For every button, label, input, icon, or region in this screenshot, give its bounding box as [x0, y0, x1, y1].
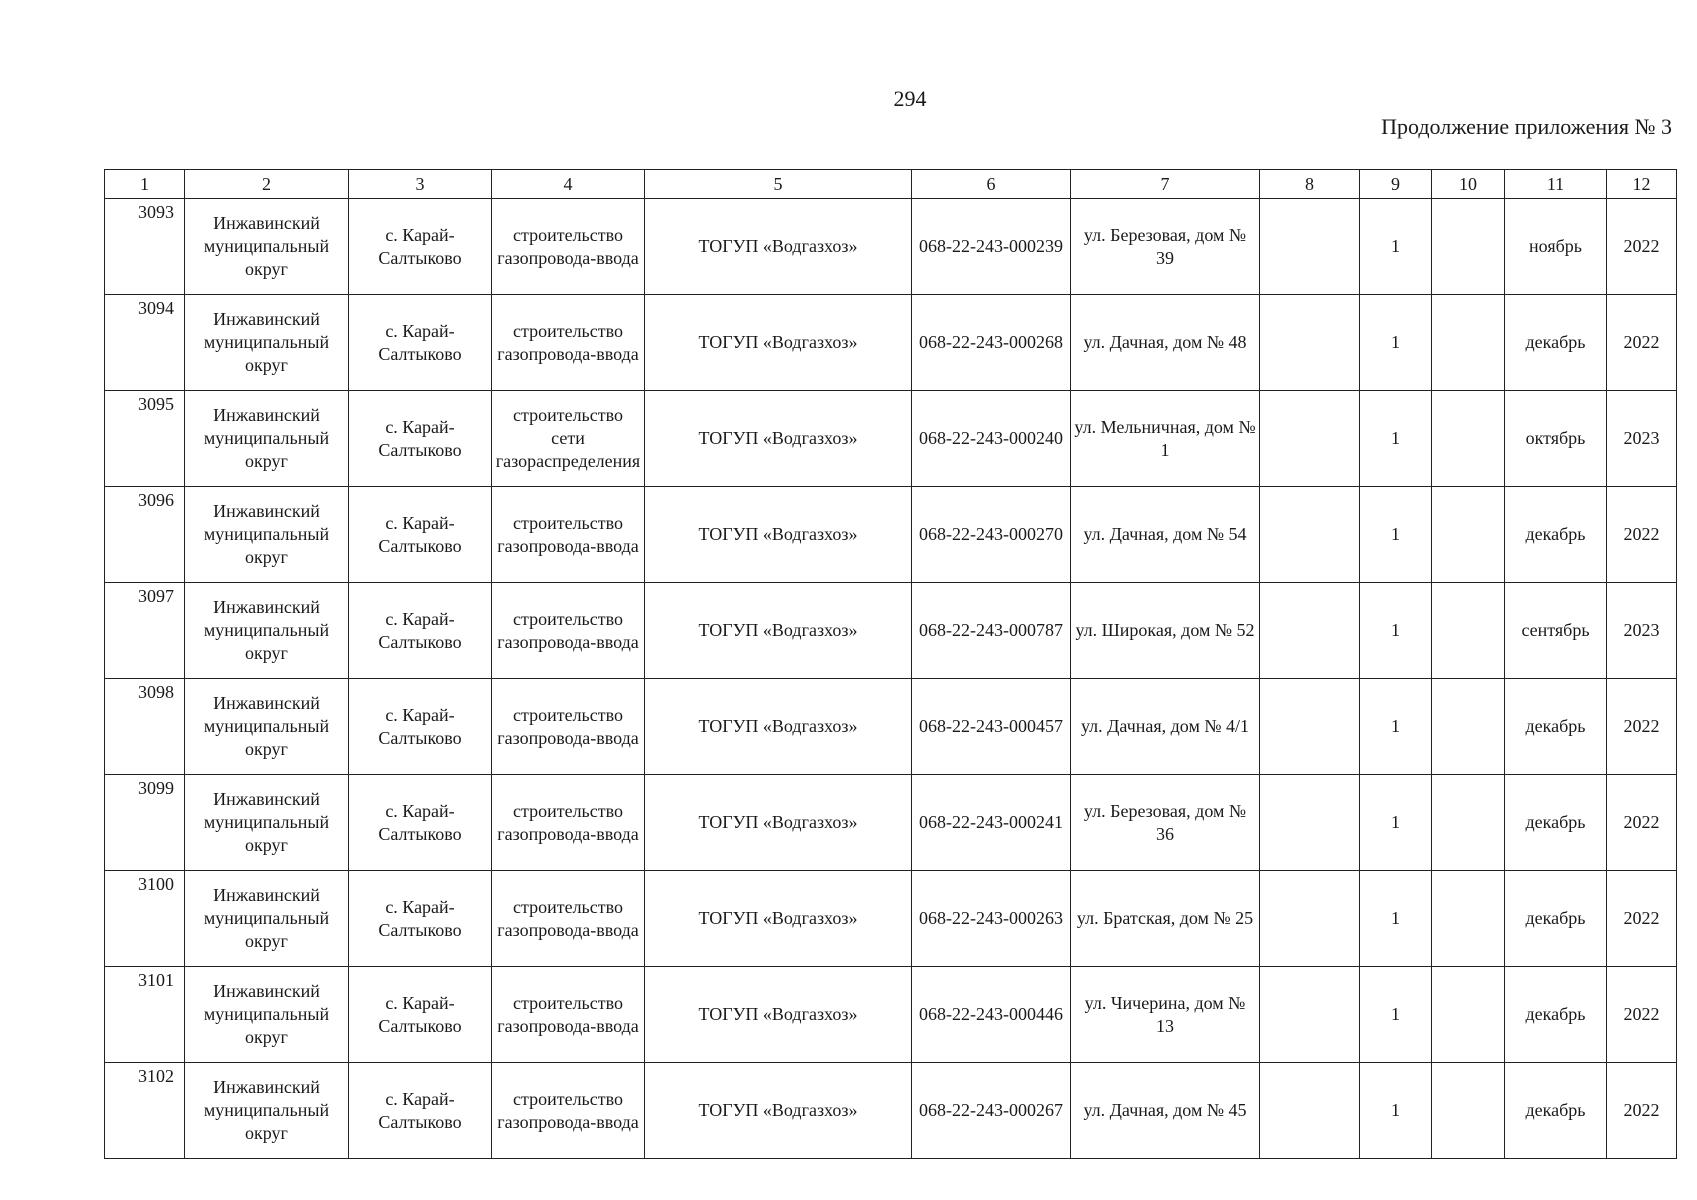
month-cell: декабрь [1505, 967, 1607, 1063]
settlement-cell: с. Карай-Салтыково [349, 967, 492, 1063]
organization-cell: ТОГУП «Водгазхоз» [645, 391, 912, 487]
district-cell: Инжавинский муниципальный округ [185, 775, 349, 871]
settlement-cell: с. Карай-Салтыково [349, 775, 492, 871]
table-row [105, 583, 1677, 679]
registry-number-cell: 068-22-243-000268 [912, 295, 1071, 391]
column-10-cell [1432, 967, 1505, 1063]
column-10-cell [1432, 1063, 1505, 1159]
settlement-cell: с. Карай-Салтыково [349, 391, 492, 487]
address-cell: ул. Дачная, дом № 48 [1071, 295, 1260, 391]
column-8-cell [1260, 1063, 1360, 1159]
column-10-cell [1432, 487, 1505, 583]
year-cell: 2022 [1607, 679, 1677, 775]
column-header: 12 [1607, 170, 1677, 199]
column-header: 6 [912, 170, 1071, 199]
column-8-cell [1260, 391, 1360, 487]
address-cell: ул. Дачная, дом № 45 [1071, 1063, 1260, 1159]
year-cell: 2023 [1607, 583, 1677, 679]
quantity-cell: 1 [1360, 487, 1432, 583]
organization-cell: ТОГУП «Водгазхоз» [645, 871, 912, 967]
table-row [105, 1063, 1677, 1159]
address-cell: ул. Дачная, дом № 4/1 [1071, 679, 1260, 775]
row-number: 3093 [105, 199, 185, 295]
organization-cell: ТОГУП «Водгазхоз» [645, 199, 912, 295]
table-row [105, 775, 1677, 871]
quantity-cell: 1 [1360, 871, 1432, 967]
organization-cell: ТОГУП «Водгазхоз» [645, 295, 912, 391]
quantity-cell: 1 [1360, 775, 1432, 871]
quantity-cell: 1 [1360, 199, 1432, 295]
district-cell: Инжавинский муниципальный округ [185, 295, 349, 391]
data-table [104, 169, 1677, 1159]
table-row [105, 391, 1677, 487]
work-type-cell: строительство газопровода-ввода [492, 487, 645, 583]
row-number: 3097 [105, 583, 185, 679]
work-type-cell: строительство газопровода-ввода [492, 775, 645, 871]
row-number: 3102 [105, 1063, 185, 1159]
registry-number-cell: 068-22-243-000270 [912, 487, 1071, 583]
column-10-cell [1432, 871, 1505, 967]
registry-number-cell: 068-22-243-000787 [912, 583, 1071, 679]
district-cell: Инжавинский муниципальный округ [185, 199, 349, 295]
continuation-heading: Продолжение приложения № 3 [1381, 114, 1672, 139]
column-header: 11 [1505, 170, 1607, 199]
month-cell: декабрь [1505, 775, 1607, 871]
registry-number-cell: 068-22-243-000267 [912, 1063, 1071, 1159]
column-header: 7 [1071, 170, 1260, 199]
year-cell: 2022 [1607, 199, 1677, 295]
column-8-cell [1260, 487, 1360, 583]
page-number: 294 [893, 86, 927, 111]
organization-cell: ТОГУП «Водгазхоз» [645, 775, 912, 871]
column-10-cell [1432, 391, 1505, 487]
address-cell: ул. Березовая, дом № 36 [1071, 775, 1260, 871]
row-number: 3094 [105, 295, 185, 391]
settlement-cell: с. Карай-Салтыково [349, 583, 492, 679]
column-header: 1 [105, 170, 185, 199]
registry-number-cell: 068-22-243-000263 [912, 871, 1071, 967]
year-cell: 2022 [1607, 487, 1677, 583]
work-type-cell: строительство газопровода-ввода [492, 967, 645, 1063]
column-header: 9 [1360, 170, 1432, 199]
quantity-cell: 1 [1360, 967, 1432, 1063]
column-header: 3 [349, 170, 492, 199]
table-row [105, 199, 1677, 295]
column-header: 5 [645, 170, 912, 199]
row-number: 3095 [105, 391, 185, 487]
year-cell: 2023 [1607, 391, 1677, 487]
organization-cell: ТОГУП «Водгазхоз» [645, 1063, 912, 1159]
month-cell: сентябрь [1505, 583, 1607, 679]
table-row [105, 679, 1677, 775]
year-cell: 2022 [1607, 1063, 1677, 1159]
settlement-cell: с. Карай-Салтыково [349, 871, 492, 967]
quantity-cell: 1 [1360, 583, 1432, 679]
column-8-cell [1260, 775, 1360, 871]
column-10-cell [1432, 679, 1505, 775]
district-cell: Инжавинский муниципальный округ [185, 967, 349, 1063]
organization-cell: ТОГУП «Водгазхоз» [645, 487, 912, 583]
row-number: 3099 [105, 775, 185, 871]
registry-number-cell: 068-22-243-000457 [912, 679, 1071, 775]
column-8-cell [1260, 199, 1360, 295]
year-cell: 2022 [1607, 775, 1677, 871]
work-type-cell: строительство газопровода-ввода [492, 583, 645, 679]
column-8-cell [1260, 967, 1360, 1063]
table-row [105, 487, 1677, 583]
column-header: 4 [492, 170, 645, 199]
quantity-cell: 1 [1360, 295, 1432, 391]
work-type-cell: строительство газопровода-ввода [492, 295, 645, 391]
district-cell: Инжавинский муниципальный округ [185, 391, 349, 487]
month-cell: декабрь [1505, 487, 1607, 583]
column-8-cell [1260, 871, 1360, 967]
month-cell: ноябрь [1505, 199, 1607, 295]
district-cell: Инжавинский муниципальный округ [185, 679, 349, 775]
column-8-cell [1260, 679, 1360, 775]
column-8-cell [1260, 295, 1360, 391]
column-8-cell [1260, 583, 1360, 679]
row-number: 3096 [105, 487, 185, 583]
month-cell: октябрь [1505, 391, 1607, 487]
district-cell: Инжавинский муниципальный округ [185, 583, 349, 679]
column-10-cell [1432, 199, 1505, 295]
registry-number-cell: 068-22-243-000239 [912, 199, 1071, 295]
district-cell: Инжавинский муниципальный округ [185, 871, 349, 967]
column-10-cell [1432, 295, 1505, 391]
column-10-cell [1432, 775, 1505, 871]
year-cell: 2022 [1607, 967, 1677, 1063]
address-cell: ул. Чичерина, дом № 13 [1071, 967, 1260, 1063]
column-header: 10 [1432, 170, 1505, 199]
year-cell: 2022 [1607, 295, 1677, 391]
work-type-cell: строительство сети газораспределения [492, 391, 645, 487]
organization-cell: ТОГУП «Водгазхоз» [645, 583, 912, 679]
organization-cell: ТОГУП «Водгазхоз» [645, 967, 912, 1063]
address-cell: ул. Мельничная, дом № 1 [1071, 391, 1260, 487]
address-cell: ул. Березовая, дом № 39 [1071, 199, 1260, 295]
address-cell: ул. Дачная, дом № 54 [1071, 487, 1260, 583]
year-cell: 2022 [1607, 871, 1677, 967]
row-number: 3101 [105, 967, 185, 1063]
district-cell: Инжавинский муниципальный округ [185, 487, 349, 583]
column-header: 2 [185, 170, 349, 199]
month-cell: декабрь [1505, 679, 1607, 775]
settlement-cell: с. Карай-Салтыково [349, 1063, 492, 1159]
work-type-cell: строительство газопровода-ввода [492, 679, 645, 775]
table-row [105, 295, 1677, 391]
settlement-cell: с. Карай-Салтыково [349, 487, 492, 583]
quantity-cell: 1 [1360, 679, 1432, 775]
work-type-cell: строительство газопровода-ввода [492, 871, 645, 967]
address-cell: ул. Широкая, дом № 52 [1071, 583, 1260, 679]
table-row [105, 967, 1677, 1063]
table-body [105, 170, 1677, 1159]
organization-cell: ТОГУП «Водгазхоз» [645, 679, 912, 775]
header-row [105, 170, 1677, 199]
settlement-cell: с. Карай-Салтыково [349, 199, 492, 295]
work-type-cell: строительство газопровода-ввода [492, 1063, 645, 1159]
registry-number-cell: 068-22-243-000241 [912, 775, 1071, 871]
column-10-cell [1432, 583, 1505, 679]
month-cell: декабрь [1505, 295, 1607, 391]
settlement-cell: с. Карай-Салтыково [349, 295, 492, 391]
row-number: 3098 [105, 679, 185, 775]
registry-number-cell: 068-22-243-000446 [912, 967, 1071, 1063]
registry-number-cell: 068-22-243-000240 [912, 391, 1071, 487]
table-row [105, 871, 1677, 967]
address-cell: ул. Братская, дом № 25 [1071, 871, 1260, 967]
quantity-cell: 1 [1360, 391, 1432, 487]
settlement-cell: с. Карай-Салтыково [349, 679, 492, 775]
work-type-cell: строительство газопровода-ввода [492, 199, 645, 295]
district-cell: Инжавинский муниципальный округ [185, 1063, 349, 1159]
quantity-cell: 1 [1360, 1063, 1432, 1159]
month-cell: декабрь [1505, 1063, 1607, 1159]
month-cell: декабрь [1505, 871, 1607, 967]
row-number: 3100 [105, 871, 185, 967]
column-header: 8 [1260, 170, 1360, 199]
